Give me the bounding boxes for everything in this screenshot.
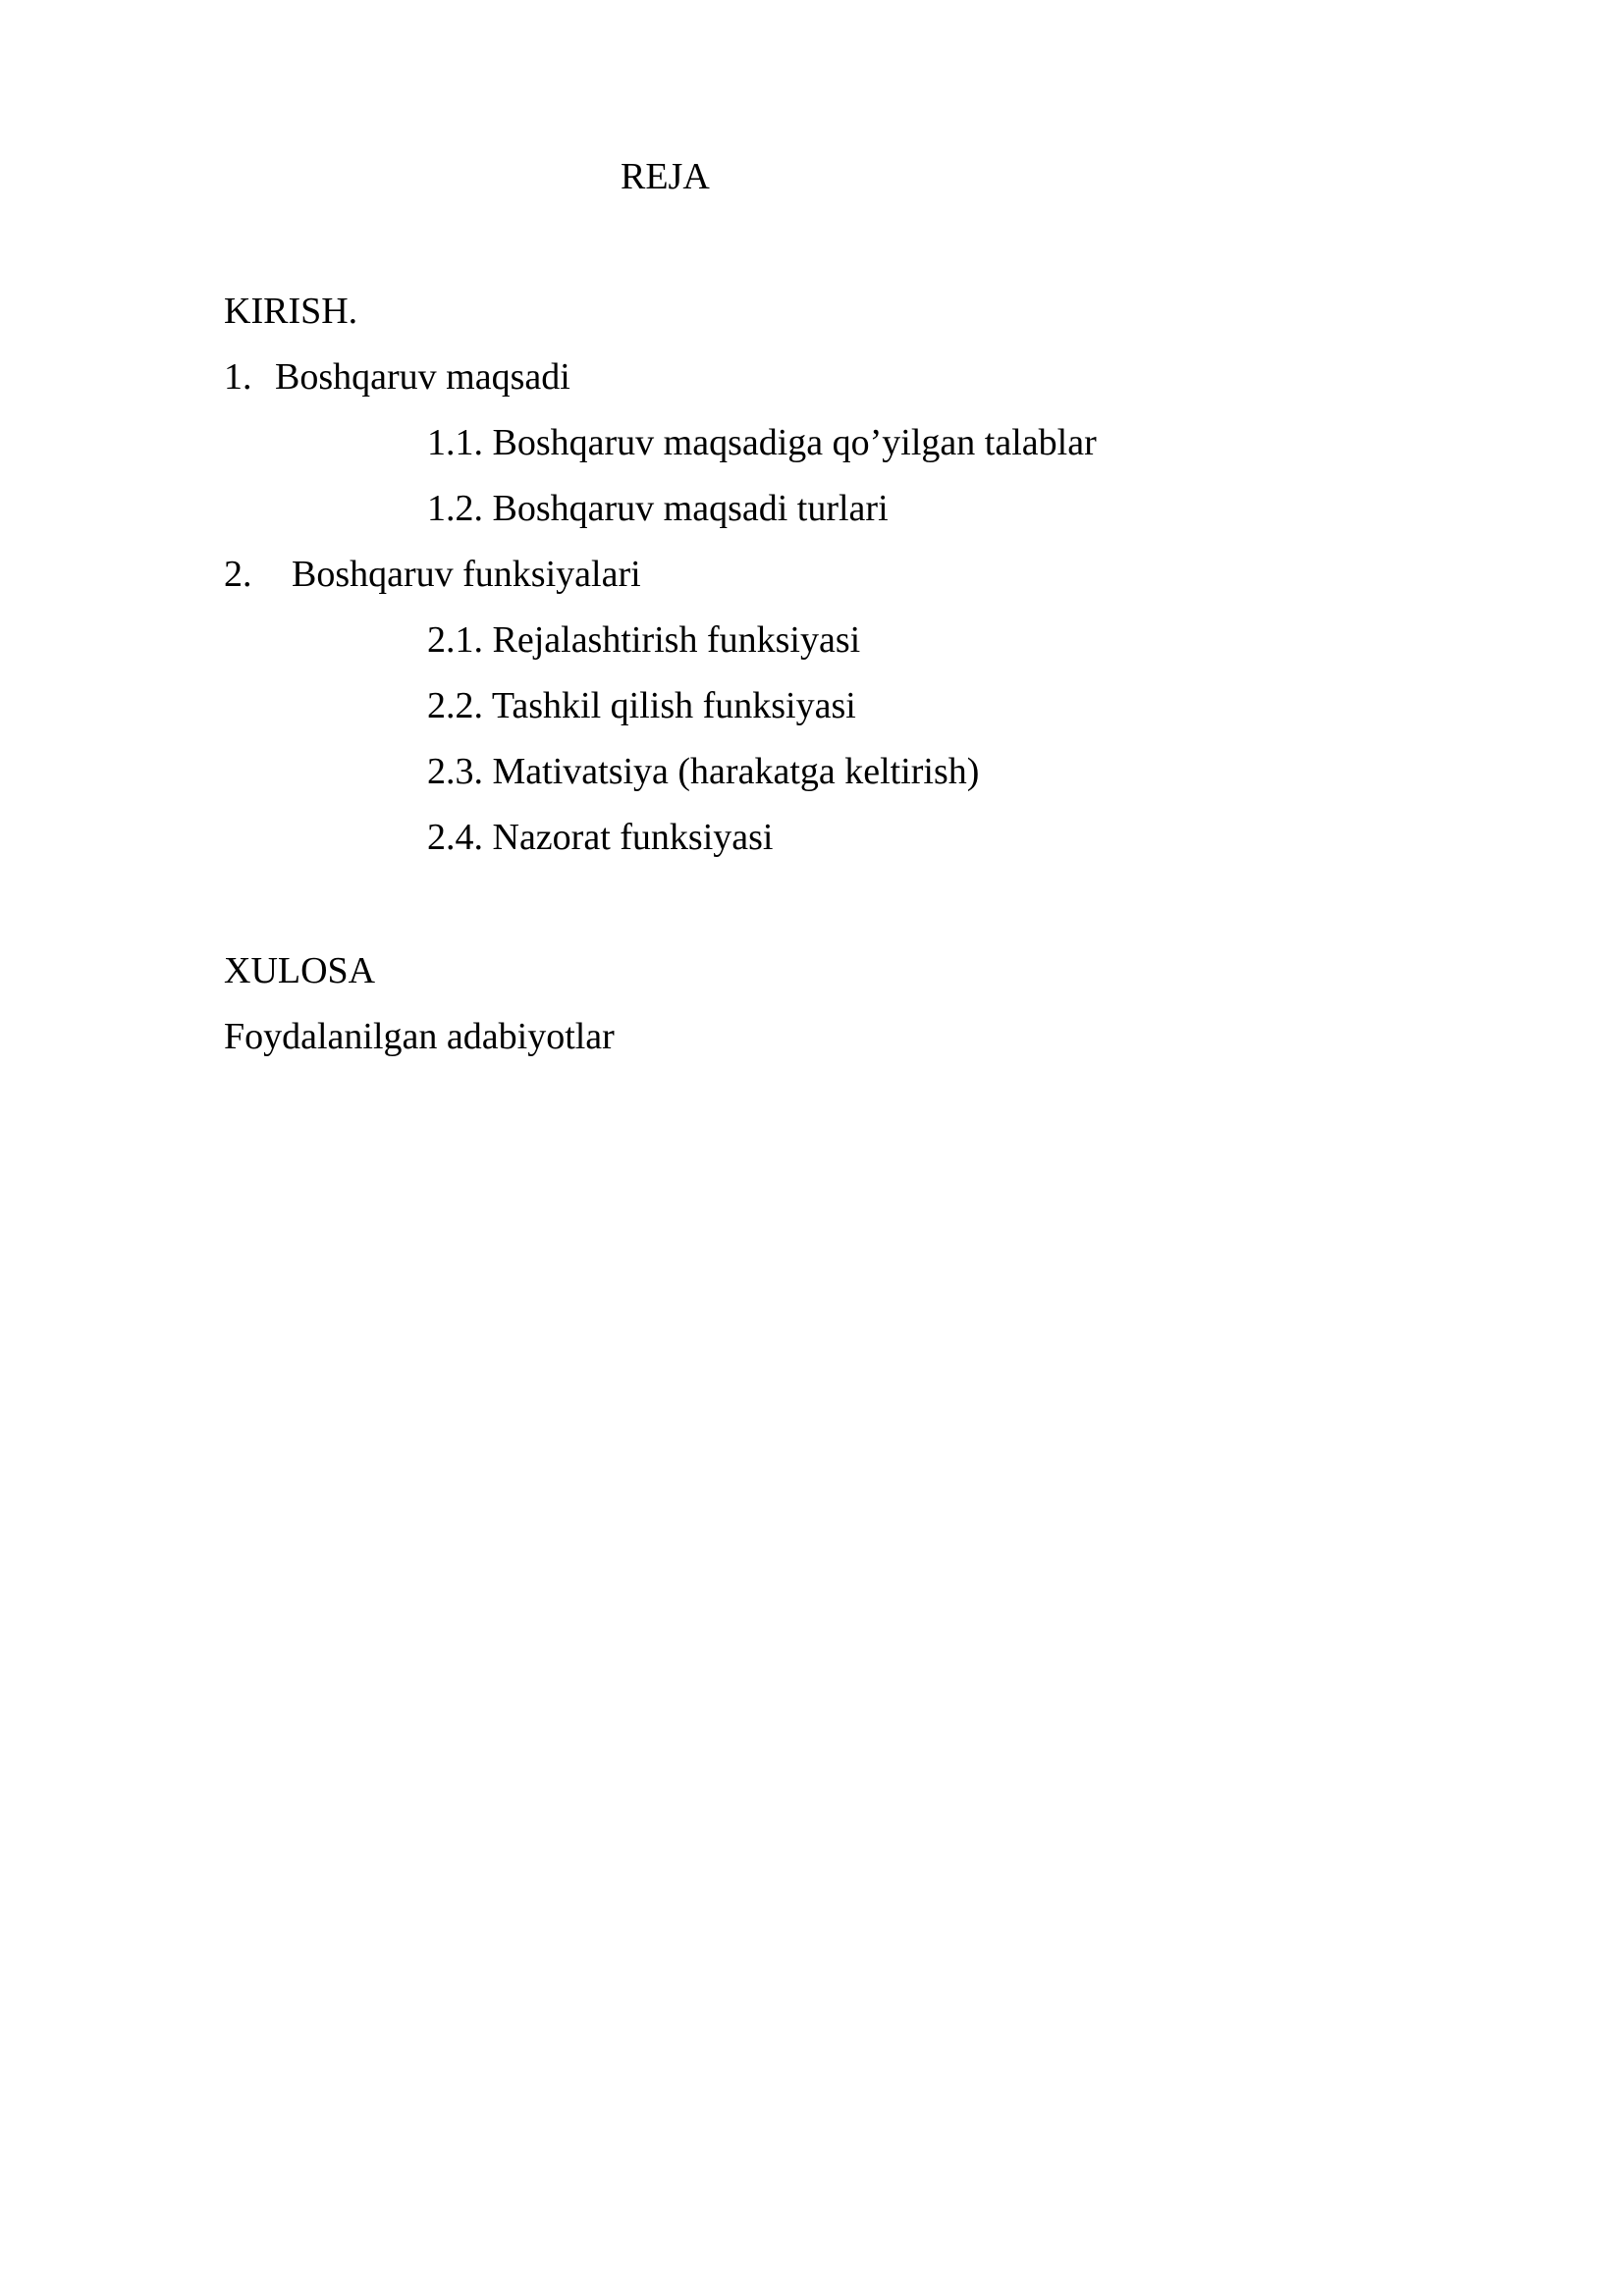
toc-references: Foydalanilgan adabiyotlar — [224, 1016, 615, 1057]
toc-section-1-number: 1. — [224, 356, 252, 398]
toc-subsection-2-2: 2.2. Tashkil qilish funksiyasi — [427, 685, 856, 726]
toc-section-2-number: 2. — [224, 554, 252, 595]
toc-subsection-1-2: 1.2. Boshqaruv maqsadi turlari — [427, 488, 889, 529]
page-title: REJA — [621, 156, 710, 197]
toc-subsection-2-3: 2.3. Mativatsiya (harakatga keltirish) — [427, 751, 980, 792]
toc-subsection-1-1: 1.1. Boshqaruv maqsadiga qo’yilgan talablar — [427, 422, 1097, 463]
toc-section-1 — [224, 358, 570, 396]
toc-section-2 — [224, 556, 641, 593]
toc-conclusion: XULOSA — [224, 950, 376, 991]
toc-intro: KIRISH. — [224, 291, 358, 332]
toc-subsection-2-4: 2.4. Nazorat funksiyasi — [427, 817, 774, 858]
toc-section-2-label: Boshqaruv funksiyalari — [292, 554, 641, 595]
toc-subsection-2-1: 2.1. Rejalashtirish funksiyasi — [427, 619, 861, 661]
toc-section-1-label: Boshqaruv maqsadi — [275, 356, 570, 398]
